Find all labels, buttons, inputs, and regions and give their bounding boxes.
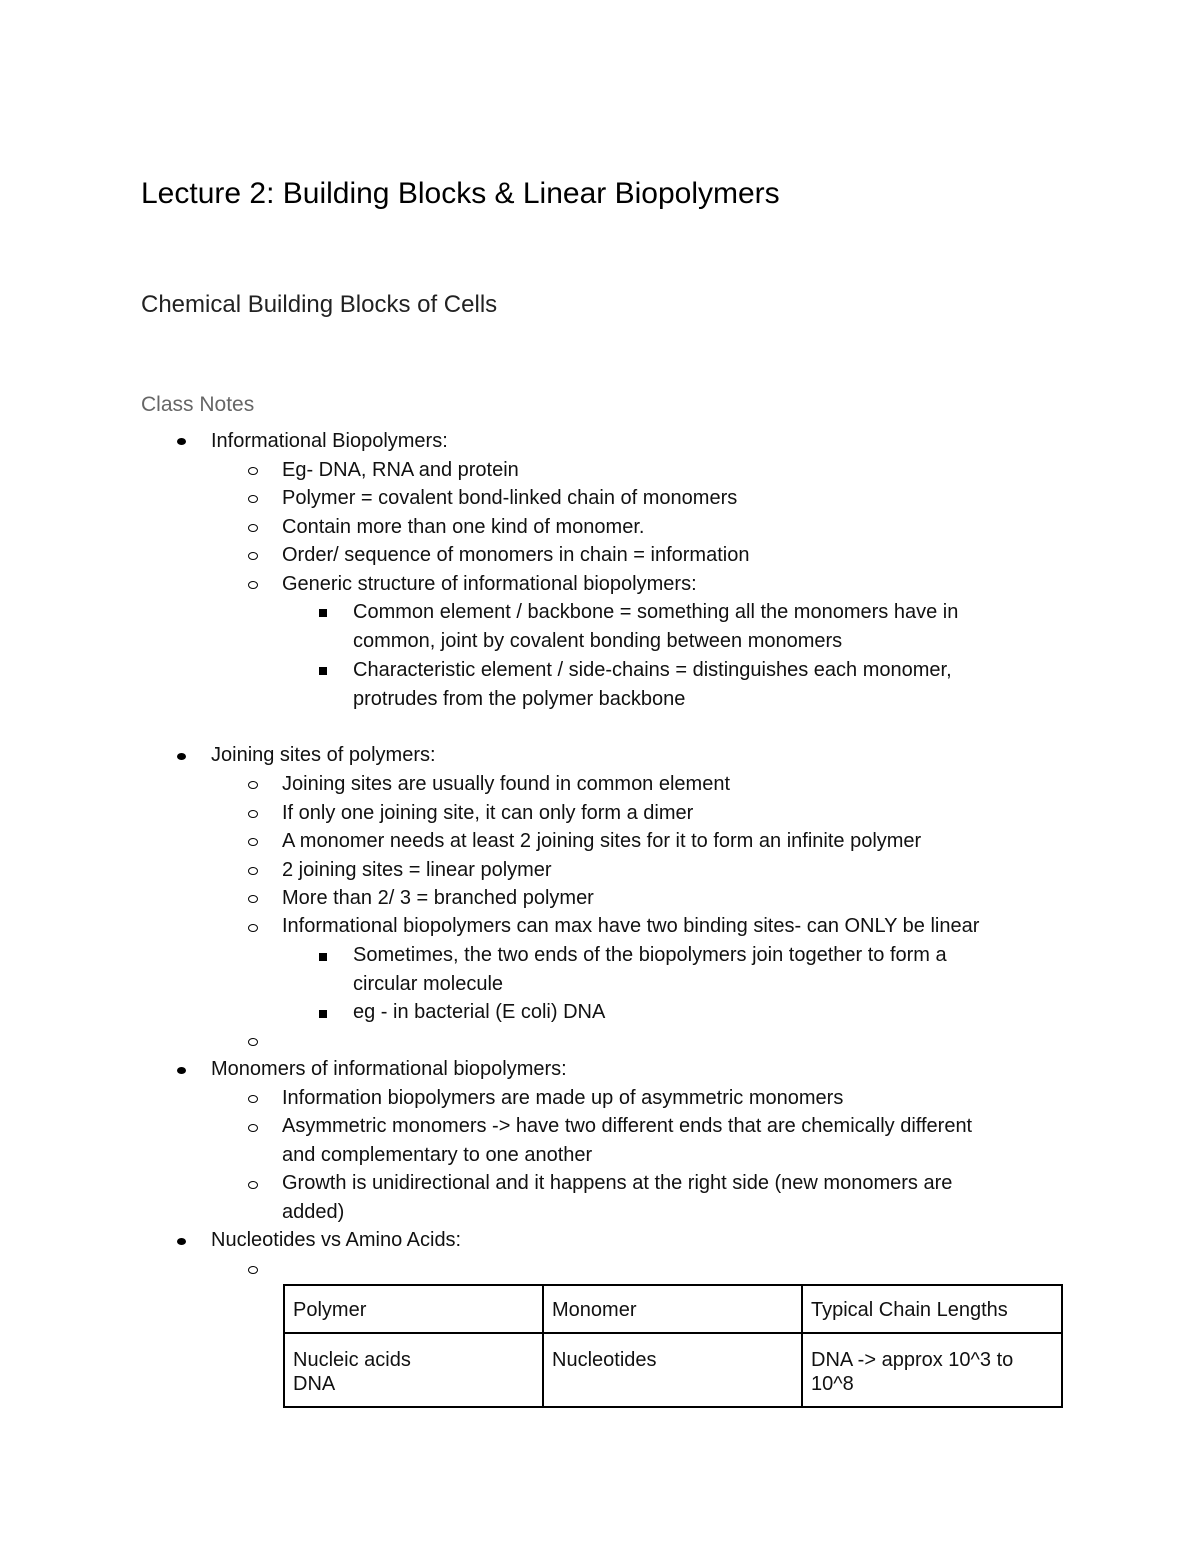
list-item: Common element / backbone = something all the monomers have in: [353, 601, 959, 623]
list-item: Monomers of informational biopolymers:: [211, 1058, 567, 1080]
bullet-circle-icon: [248, 810, 258, 818]
bullet-circle-icon: [248, 1266, 258, 1274]
cell-text: Nucleotides: [552, 1349, 657, 1371]
list-item: More than 2/ 3 = branched polymer: [282, 887, 594, 909]
table-cell-polymer: [284, 1333, 543, 1407]
list-item-continuation: common, joint by covalent bonding between monomers: [353, 630, 843, 652]
list-item: Characteristic element / side-chains = distinguishes each monomer,: [353, 659, 952, 681]
list-item: Joining sites of polymers:: [211, 744, 436, 766]
bullet-circle-icon: [248, 524, 258, 532]
list-item: Order/ sequence of monomers in chain = information: [282, 544, 750, 566]
bullet-disc-icon: [177, 1067, 186, 1074]
bullet-square-icon: [319, 667, 327, 675]
list-item: Eg- DNA, RNA and protein: [282, 459, 519, 481]
table-cell-monomer: [543, 1333, 802, 1407]
bullet-circle-icon: [248, 495, 258, 503]
bullet-circle-icon: [248, 552, 258, 560]
list-item: Informational Biopolymers:: [211, 430, 448, 452]
bullet-circle-icon: [248, 467, 258, 475]
section-subheading: Class Notes: [141, 393, 255, 416]
bullet-circle-icon: [248, 1181, 258, 1189]
table-cell-length: [802, 1333, 1062, 1407]
bullet-circle-icon: [248, 581, 258, 589]
list-item-continuation: and complementary to one another: [282, 1144, 593, 1166]
table-row: [284, 1333, 1062, 1407]
bullet-circle-icon: [248, 895, 258, 903]
list-item: Asymmetric monomers -> have two different ends that are chemically different: [282, 1115, 973, 1137]
list-item: Polymer = covalent bond-linked chain of monomers: [282, 487, 738, 509]
list-item: eg - in bacterial (E coli) DNA: [353, 1001, 606, 1023]
list-item: If only one joining site, it can only form a dimer: [282, 802, 694, 824]
table-header-cell: Polymer: [284, 1285, 543, 1333]
cell-text: 10^8: [811, 1373, 854, 1395]
list-item: Information biopolymers are made up of asymmetric monomers: [282, 1087, 844, 1109]
list-item: Joining sites are usually found in common element: [282, 773, 731, 795]
bullet-square-icon: [319, 609, 327, 617]
bullet-square-icon: [319, 953, 327, 961]
bullet-circle-icon: [248, 1095, 258, 1103]
bullet-circle-icon: [248, 838, 258, 846]
list-item: Sometimes, the two ends of the biopolymers join together to form a: [353, 944, 947, 966]
comparison-table: [283, 1284, 1063, 1408]
list-item: A monomer needs at least 2 joining sites for it to form an infinite polymer: [282, 830, 922, 852]
bullet-circle-icon: [248, 781, 258, 789]
bullet-circle-icon: [248, 1124, 258, 1132]
section-heading: Chemical Building Blocks of Cells: [141, 291, 498, 318]
bullet-disc-icon: [177, 438, 186, 445]
cell-text: DNA: [293, 1373, 336, 1395]
page-title: Lecture 2: Building Blocks & Linear Biopolymers: [141, 177, 780, 210]
table-header-cell: Monomer: [543, 1285, 802, 1333]
cell-text: DNA -> approx 10^3 to: [811, 1349, 1014, 1371]
table-header-row: [284, 1285, 1062, 1333]
bullet-square-icon: [319, 1010, 327, 1018]
list-item: Generic structure of informational biopolymers:: [282, 573, 697, 595]
bullet-disc-icon: [177, 1238, 186, 1245]
list-item: Informational biopolymers can max have two binding sites- can ONLY be linear: [282, 915, 980, 937]
bullet-disc-icon: [177, 753, 186, 760]
bullet-circle-icon: [248, 1038, 258, 1046]
list-item-continuation: protrudes from the polymer backbone: [353, 688, 686, 710]
list-item: Growth is unidirectional and it happens at the right side (new monomers are: [282, 1172, 953, 1194]
list-item: Contain more than one kind of monomer.: [282, 516, 645, 538]
list-item: 2 joining sites = linear polymer: [282, 859, 552, 881]
list-item-continuation: added): [282, 1201, 345, 1223]
list-item-continuation: circular molecule: [353, 973, 504, 995]
bullet-circle-icon: [248, 867, 258, 875]
bullet-circle-icon: [248, 924, 258, 932]
table-header-cell: Typical Chain Lengths: [802, 1285, 1062, 1333]
list-item: Nucleotides vs Amino Acids:: [211, 1229, 462, 1251]
cell-text: Nucleic acids: [293, 1349, 411, 1371]
